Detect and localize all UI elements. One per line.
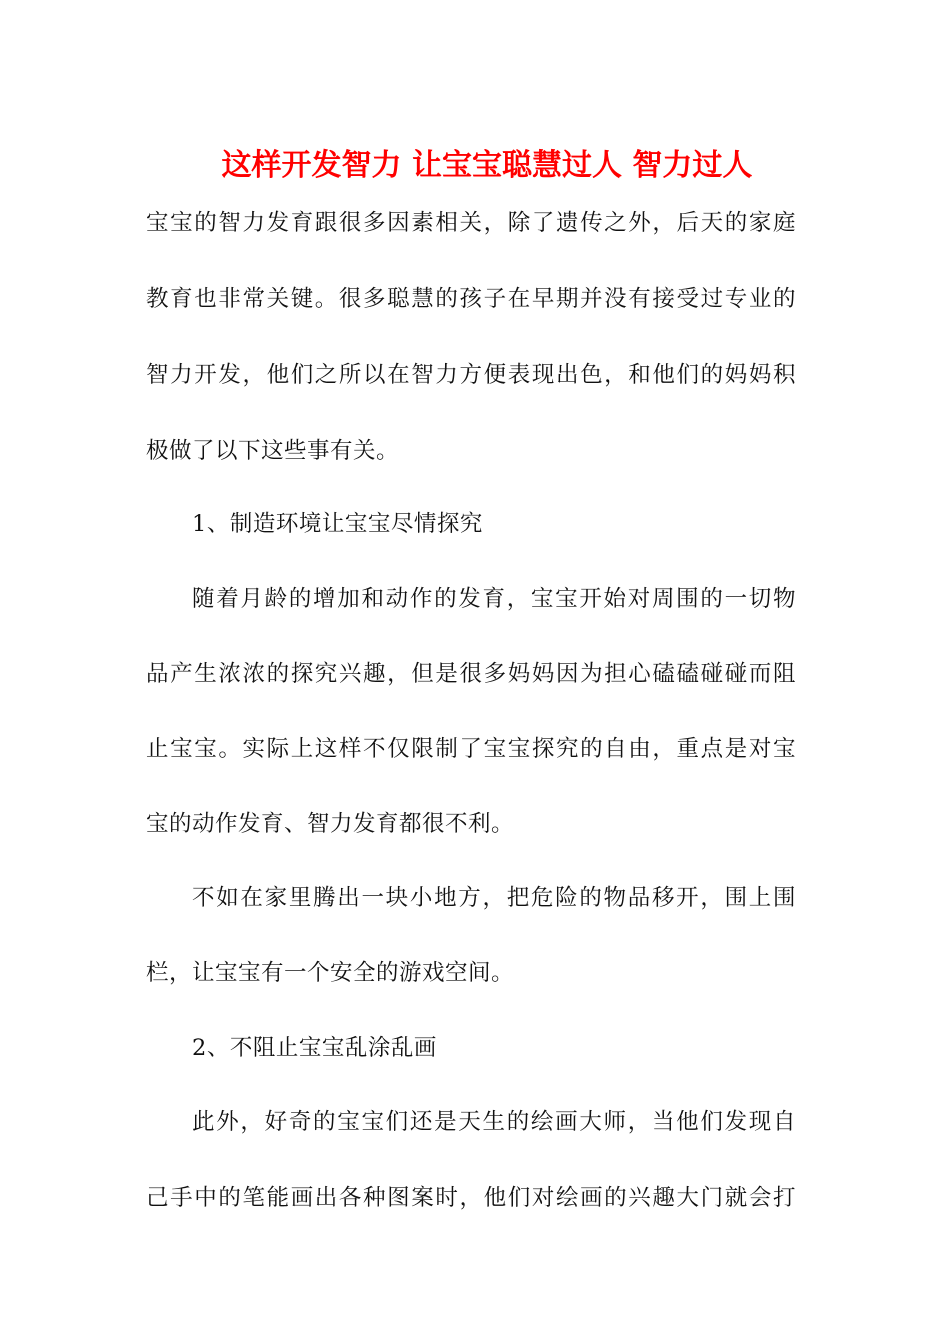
paragraph-line: 不如在家里腾出一块小地方，把危险的物品移开，围上围	[192, 885, 796, 911]
paragraph-line: 止宝宝。实际上这样不仅限制了宝宝探究的自由，重点是对宝	[146, 736, 796, 762]
document-title: 这样开发智力 让宝宝聪慧过人 智力过人	[221, 148, 753, 183]
paragraph-line: 宝宝的智力发育跟很多因素相关，除了遗传之外，后天的家庭	[146, 210, 796, 236]
paragraph-line: 此外，好奇的宝宝们还是天生的绘画大师，当他们发现自	[192, 1109, 796, 1135]
paragraph-line: 随着月龄的增加和动作的发育，宝宝开始对周围的一切物	[192, 586, 796, 612]
section-heading: 1、制造环境让宝宝尽情探究	[192, 511, 483, 537]
paragraph-line: 极做了以下这些事有关。	[146, 438, 400, 464]
paragraph-line: 栏，让宝宝有一个安全的游戏空间。	[146, 960, 515, 986]
paragraph-line: 宝的动作发育、智力发育都很不利。	[146, 811, 515, 837]
section-heading: 2、不阻止宝宝乱涂乱画	[192, 1035, 437, 1061]
paragraph-line: 教育也非常关键。很多聪慧的孩子在早期并没有接受过专业的	[146, 286, 796, 312]
paragraph-line: 智力开发，他们之所以在智力方便表现出色，和他们的妈妈积	[146, 362, 796, 388]
paragraph-line: 品产生浓浓的探究兴趣，但是很多妈妈因为担心磕磕碰碰而阻	[146, 661, 796, 687]
paragraph-line: 己手中的笔能画出各种图案时，他们对绘画的兴趣大门就会打	[146, 1185, 796, 1211]
